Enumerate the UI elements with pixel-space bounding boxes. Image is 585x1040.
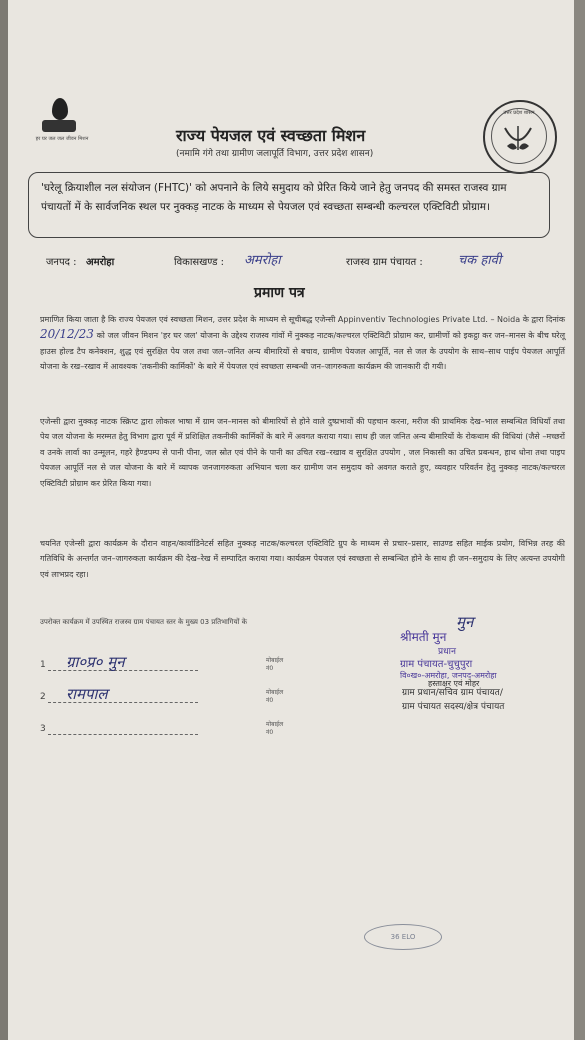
pradhan-stamp [400, 612, 570, 688]
mobile-label: मोबाईल नं0 [266, 657, 284, 672]
signatory-labels [402, 686, 504, 714]
panchayat-label: राजस्व ग्राम पंचायत : [346, 257, 423, 268]
paragraph-1-rest: को जल जीवन मिशन 'हर घर जल' योजना के उद्देश्य राजस्व गांवों में नुक्कड़ नाटक/कल्चरल एक्टिविटी प्रोग्राम कर, ग्रामीणों को इकट्ठा कर जन–मानस के बीच घरेलू हाउस होल्ड टैप कनेक्शन, शुद्ध एवं सुरक्षित पेय जल तथा जल–जनित अन्य बीमारियों से बचाव, ग्रामीण पेयजल आपूर्ति, नल से जल के उपयोग के साथ–साथ पाईप पेयजल आपूर्ति योजना के रख–रखाव में आवश्यक 'तकनीकी कार्मिकों' के बारे में पेयजल एवं स्वच्छता सम्बन्धी जन–जागरुकता कार्यक्रम की जानकारी दी गयी। [40, 331, 566, 372]
body-paragraph-1 [40, 312, 565, 375]
representatives-heading: उपरोक्त कार्यक्रम में उपस्थित राजस्व ग्राम पंचायत स्तर के मुख्य 03 प्रतिभागियों के [40, 618, 248, 626]
pradhan-signature: मुन [456, 613, 474, 631]
page-subtitle: (नमामि गंगे तथा ग्रामीण जलापूर्ति विभाग, उत्तर प्रदेश शासन) [176, 149, 374, 159]
body-paragraph-3: चयनित एजेन्सी द्वारा कार्यक्रम के दौरान वाहन/कार्वाडिनेटर्स सहित नुक्कड़ नाटक/कल्चरल एक्टिविटि ग्रुप के माध्यम से प्रचार–प्रसार, साउण्ड सहित माईक प्रयोग, विभिन्न तरह की गतिविधि के अन्तर्गत जन–जागरुकता कार्यक्रम की देख–रेख में सम्पादित कराया गया। कार्यक्रम पेयजल एवं स्वच्छता से सम्बन्धित होने के साथ ही जन–समुदाय के लिए अत्यन्त उपयोगी एवं लाभप्रद रहा। [40, 539, 565, 579]
representative-row [40, 716, 284, 738]
row-number: 2 [40, 692, 46, 702]
mobile-label: मोबाईल नं0 [266, 689, 284, 704]
logo-caption: हर घर जल जल जीवन मिशन [35, 136, 89, 142]
emblem-caption: उत्तर प्रदेश शासन [503, 110, 535, 116]
mobile-label: मोबाईल नं0 [266, 721, 284, 736]
up-government-emblem [483, 100, 557, 174]
body-paragraph-2: एजेन्सी द्वारा नुक्कड़ नाटक स्क्रिप्ट द्वारा लोकल भाषा में ग्राम जन–मानस को बीमारियों से होने वाले दुष्प्रभावों की पहचान करना, मरीज की प्राथमिक देख–भाल सम्बन्धित विधियाँ तथा पेय जल योजना के मरम्मत हेतु विभाग द्वारा पूर्व में प्रशिक्षित तकनीकी कार्मिकों के बारे में अवगत कराया गया। साथ ही जल जनित अन्य बीमारियों के रोकथाम की विधियां (जैसे –मच्छरों व उनके लार्वा का उन्मूलन, गहरे हैण्डपम्प से पानी पीना, जल स्रोत एवं पीने के पानी का उचित रख–रखाव व सुरक्षित उपयोग , जल निकासी का उचित प्रबन्धन, हाथ धोना तथा पाइप पेयजल आपूर्ति नल से जल योजना के बारे में व्यापक जनजागरुकता अभियान चला कर ग्रामीण जन समुदाय को अवगत कराते हुए, व्यवहार परिवर्तन हेतु नुक्कड़ नाटक/कल्चरल एक्टिविटी प्रोग्राम कर प्रेरित किया गया। [40, 417, 565, 488]
representative-signature: रामपाल [66, 685, 108, 703]
row-number: 1 [40, 660, 46, 670]
tap-icon [42, 120, 76, 132]
signatory-label: ग्राम प्रधान/सचिव ग्राम पंचायत/ [402, 688, 503, 698]
panchayat-value: चक हावी [458, 253, 502, 268]
stamp-block: वि०ख०-अमरोहा, जनपद-अमरोहा [400, 671, 497, 680]
block-label: विकासखण्ड : [174, 257, 225, 268]
bow-fish-icon [483, 100, 553, 170]
district-value: अमरोहा [86, 257, 115, 268]
representative-row [40, 652, 284, 674]
row-number: 3 [40, 724, 46, 734]
seal-label: हस्ताक्षर एवं मोहर [428, 679, 480, 688]
block-value: अमरोहा [244, 253, 281, 268]
signatory-label: ग्राम पंचायत सदस्य/क्षेत्र पंचायत [402, 702, 505, 712]
page-title: राज्य पेयजल एवं स्वच्छता मिशन [176, 126, 366, 145]
jal-jeevan-mission-logo [30, 98, 90, 162]
event-date: 20/12/23 [40, 327, 94, 342]
district-label: जनपद : [46, 257, 77, 268]
certificate-title: प्रमाण पत्र [254, 285, 305, 301]
program-description-box: 'घरेलू क्रियाशील नल संयोजन (FHTC)' को अपनाने के लिये समुदाय को प्रेरित किये जाने हेतु जनपद की समस्त राजस्व ग्राम पंचायतों में के सार्वजनिक स्थल पर नुक्कड़ नाटक के माध्यम से पेयजल एवं स्वच्छता सम्बन्धी कल्चरल एक्टिविटी प्रोग्राम। [28, 172, 550, 238]
faded-stamp: 36 ELO [364, 924, 442, 950]
stamp-role: प्रधान [438, 647, 456, 657]
paragraph-1-intro: प्रमाणित किया जाता है कि राज्य पेयजल एवं स्वच्छता मिशन, उत्तर प्रदेश के माध्यम से सूचीबद्ध एजेन्सी Appinventiv Technologies Private Ltd. – Noida के द्वारा दिनांक [40, 315, 565, 324]
certificate-sheet [8, 0, 574, 1040]
background-edge [0, 0, 8, 1040]
signature-line [48, 734, 198, 735]
representative-row [40, 684, 284, 706]
water-drop-icon [52, 98, 68, 120]
stamp-panchayat: ग्राम पंचायत-चुचुपुरा [400, 659, 473, 670]
stamp-name: श्रीमती मुन [400, 630, 447, 644]
representative-signature: ग्रा०प्र० मुन [66, 653, 125, 671]
